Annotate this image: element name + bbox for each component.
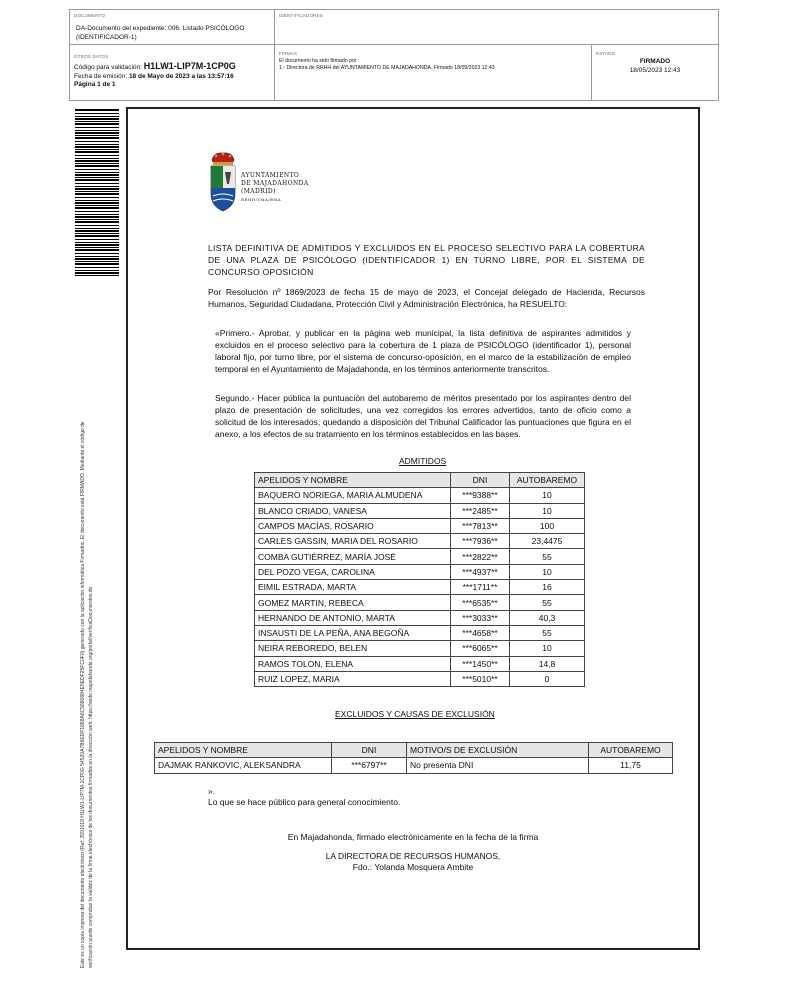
admitidos-cell: ***2822** (451, 549, 510, 564)
intro-paragraph: Por Resolución nº 1869/2023 de fecha 15 de mayo de 2023, el Concejal delegado de Hacienda, Recursos Humanos, Seguridad Ciudadana, Protección Civil y Administración Electrónica, ha RESUELTO: (208, 287, 645, 309)
admitidos-row (255, 595, 585, 610)
admitidos-cell: RAMOS TOLON, ELENA (255, 656, 451, 671)
firmante-nombre: Fdo.: Yolanda Mosquera Ambite (352, 862, 474, 872)
logo-line3: (MADRID) (241, 188, 276, 195)
estado-date: 18/05/2023 12:43 (629, 66, 681, 74)
admitidos-cell: 10 (510, 564, 585, 579)
admitidos-cell: ***6065** (451, 641, 510, 656)
document-title: LISTA DEFINITIVA DE ADMITIDOS Y EXCLUIDOS EN EL PROCESO SELECTIVO PARA LA COBERTURA DE UNA PLAZA DE PSICÓLOGO (IDENTIFICADOR 1) EN TURNO LIBRE, POR EL SISTEMA DE CONCURSO OPOSICIÓN (208, 243, 645, 277)
fecha-label: Fecha de emisión: (74, 72, 128, 80)
documento-label: DOCUMENTO (74, 13, 106, 18)
documento-text: DA-Documento del expediente: 006. Listado PSICÓLOGO (IDENTIFICADOR-1) (76, 25, 245, 41)
admitidos-cell: CAMPOS MACÍAS, ROSARIO (255, 518, 451, 533)
excluidos-table (154, 742, 673, 774)
header-otros-box (69, 44, 275, 101)
admitidos-cell: 0 (510, 671, 585, 686)
logo-line2: DE MAJADAHONDA (241, 180, 309, 187)
logo-line1: AYUNTAMIENTO (241, 172, 300, 179)
admitidos-row (255, 488, 585, 503)
admitidos-cell: ***2485** (451, 503, 510, 518)
admitidos-cell: NEIRA REBOREDO, BELEN (255, 641, 451, 656)
admitidos-cell: 10 (510, 503, 585, 518)
admitidos-row (255, 534, 585, 549)
admitidos-cell: ***7936** (451, 534, 510, 549)
primero-paragraph: «Primero.- Aprobar, y publicar en la página web municipal, la lista definitiva de aspirantes admitidos y excluidos en el proceso selectivo para la cobertura de 1 plaza de PSICÓLOGO (identificador 1), personal laboral fijo, por turno libre, por el sistema de concurso-oposición, en el marco de la estabilización de empleo temporal en el Ayuntamiento de Majadahonda, en los términos anteriormente transcritos. (215, 328, 631, 374)
segundo-paragraph: Segundo.- Hacer pública la puntuación del autobaremo de méritos presentado por los aspirantes dentro del plazo de presentación de solicitudes, una vez corregidos los errores advertidos, tanto de oficio como a solicitud de los interesados, quedando a disposición del Tribunal Calificador las puntuaciones que figura en el anexo, a los efectos de su tratamiento en los términos establecidos en las bases. (215, 393, 631, 439)
excluidos-header-dni: DNI (332, 743, 407, 758)
firmas-line1: El documento ha sido firmado por : (279, 58, 360, 64)
admitidos-cell: DEL POZO VEGA, CAROLINA (255, 564, 451, 579)
admitidos-cell: BAQUERO NORIEGA, MARIA ALMUDENA (255, 488, 451, 503)
excluidos-header-row (155, 743, 673, 758)
admitidos-cell: INSAUSTI DE LA PEÑA, ANA BEGOÑA (255, 625, 451, 640)
admitidos-row (255, 625, 585, 640)
logo-line4: RRHH/YMA/BMA (241, 197, 282, 202)
header-documento-box (69, 9, 275, 45)
admitidos-cell: ***4658** (451, 625, 510, 640)
firma-line: En Majadahonda, firmado electrónicamente en la fecha de la firma (287, 832, 539, 842)
admitidos-header-dni: DNI (451, 473, 510, 488)
admitidos-cell: EIMIL ESTRADA, MARTA (255, 580, 451, 595)
admitidos-header-autobaremo: AUTOBAREMO (510, 473, 585, 488)
fecha-value: 18 de Mayo de 2023 a las 13:57:16 (128, 72, 234, 80)
excluidos-row (155, 758, 673, 773)
admitidos-row (255, 610, 585, 625)
admitidos-cell: ***3033** (451, 610, 510, 625)
admitidos-cell: ***6535** (451, 595, 510, 610)
admitidos-cell: BLANCO CRIADO, VANESA (255, 503, 451, 518)
admitidos-row (255, 564, 585, 579)
codigo-label: Código para validación: (74, 64, 142, 71)
firmante-cargo: LA DIRECTORA DE RECURSOS HUMANOS, (325, 851, 501, 861)
coat-of-arms-logo (208, 150, 238, 214)
firmas-line2: 1.- Directora de RRHH del AYUNTAMIENTO DE MAJADAHONDA. Firmado 18/05/2023 12:43 (279, 65, 495, 71)
admitidos-table (254, 472, 585, 687)
admitidos-cell: 40,3 (510, 610, 585, 625)
admitidos-row (255, 503, 585, 518)
excluidos-header-name: APELIDOS Y NOMBRE (155, 743, 332, 758)
admitidos-cell: ***5010** (451, 671, 510, 686)
logo-text (241, 172, 309, 204)
admitidos-cell: ***9388** (451, 488, 510, 503)
admitidos-cell: 14,8 (510, 656, 585, 671)
otros-label: OTROS DATOS (74, 54, 109, 59)
excluidos-cell: ***6797** (332, 758, 407, 773)
side-verification-text-1: Este es un copia impresa del documento electrónico (Ref: 2591019 H1LW1-LIP7M-1CP0G 54520A7B6EDF1888A8C5880884E5EDF25FC0F0) generado con la aplicación informática Firmadoc. El documento está FIRMADO. Mediante el código de (80, 421, 86, 968)
excluidos-cell: DAJMAK RANKOVIC, ALEKSANDRA (155, 758, 332, 773)
admitidos-cell: COMBA GUTIÉRREZ, MARÍA JOSÉ (255, 549, 451, 564)
admitidos-cell: 55 (510, 595, 585, 610)
header-identificadores-box (274, 9, 719, 45)
firmas-label: FIRMAS (279, 51, 298, 56)
admitidos-row (255, 671, 585, 686)
identificadores-label: IDENTIFICADORES (279, 13, 324, 18)
admitidos-cell: 10 (510, 641, 585, 656)
admitidos-cell: ***4937** (451, 564, 510, 579)
admitidos-row (255, 518, 585, 533)
admitidos-cell: 55 (510, 549, 585, 564)
admitidos-row (255, 656, 585, 671)
admitidos-cell: 55 (510, 625, 585, 640)
excluidos-cell: 11,75 (589, 758, 673, 773)
estado-value: FIRMADO (639, 58, 671, 65)
header-firmas-box (274, 44, 592, 101)
admitidos-header-row (255, 473, 585, 488)
admitidos-cell: ***1450** (451, 656, 510, 671)
admitidos-cell: GOMEZ MARTIN, REBECA (255, 595, 451, 610)
side-verification-text-2: verificación puede comprobar la validez de la firma electrónica de los documentos firmados en la dirección web: https://sede.majadahonda.org/portal/verificaDocumentos.do (88, 586, 94, 968)
admitidos-cell: ***7813** (451, 518, 510, 533)
admitidos-row (255, 580, 585, 595)
admitidos-row (255, 549, 585, 564)
admitidos-cell: CARLES GASSIN, MARIA DEL ROSARIO (255, 534, 451, 549)
admitidos-title: ADMITIDOS (399, 456, 447, 466)
codigo-value: H1LW1-LIP7M-1CP0G (143, 61, 236, 71)
pagina-text: Página 1 de 1 (74, 81, 116, 88)
admitidos-cell: 10 (510, 488, 585, 503)
estado-label: ESTADO (596, 51, 616, 56)
admitidos-row (255, 641, 585, 656)
admitidos-cell: ***1711** (451, 580, 510, 595)
admitidos-cell: HERNANDO DE ANTONIO, MARTA (255, 610, 451, 625)
barcode-image (75, 108, 119, 276)
admitidos-header-name: APELIDOS Y NOMBRE (255, 473, 451, 488)
admitidos-cell: 16 (510, 580, 585, 595)
closing-quote: ». (208, 786, 216, 796)
admitidos-cell: RUIZ LOPEZ, MARIA (255, 671, 451, 686)
closing-text: Lo que se hace público para general conocimiento. (208, 797, 401, 807)
admitidos-cell: 23,4475 (510, 534, 585, 549)
excluidos-header-motivo: MOTIVO/S DE EXCLUSIÓN (407, 743, 589, 758)
excluidos-cell: No presenta DNI (407, 758, 589, 773)
excluidos-header-autobaremo: AUTOBAREMO (589, 743, 673, 758)
admitidos-cell: 100 (510, 518, 585, 533)
header-estado-box (591, 44, 719, 101)
excluidos-title: EXCLUIDOS Y CAUSAS DE EXCLUSIÓN (335, 709, 495, 719)
